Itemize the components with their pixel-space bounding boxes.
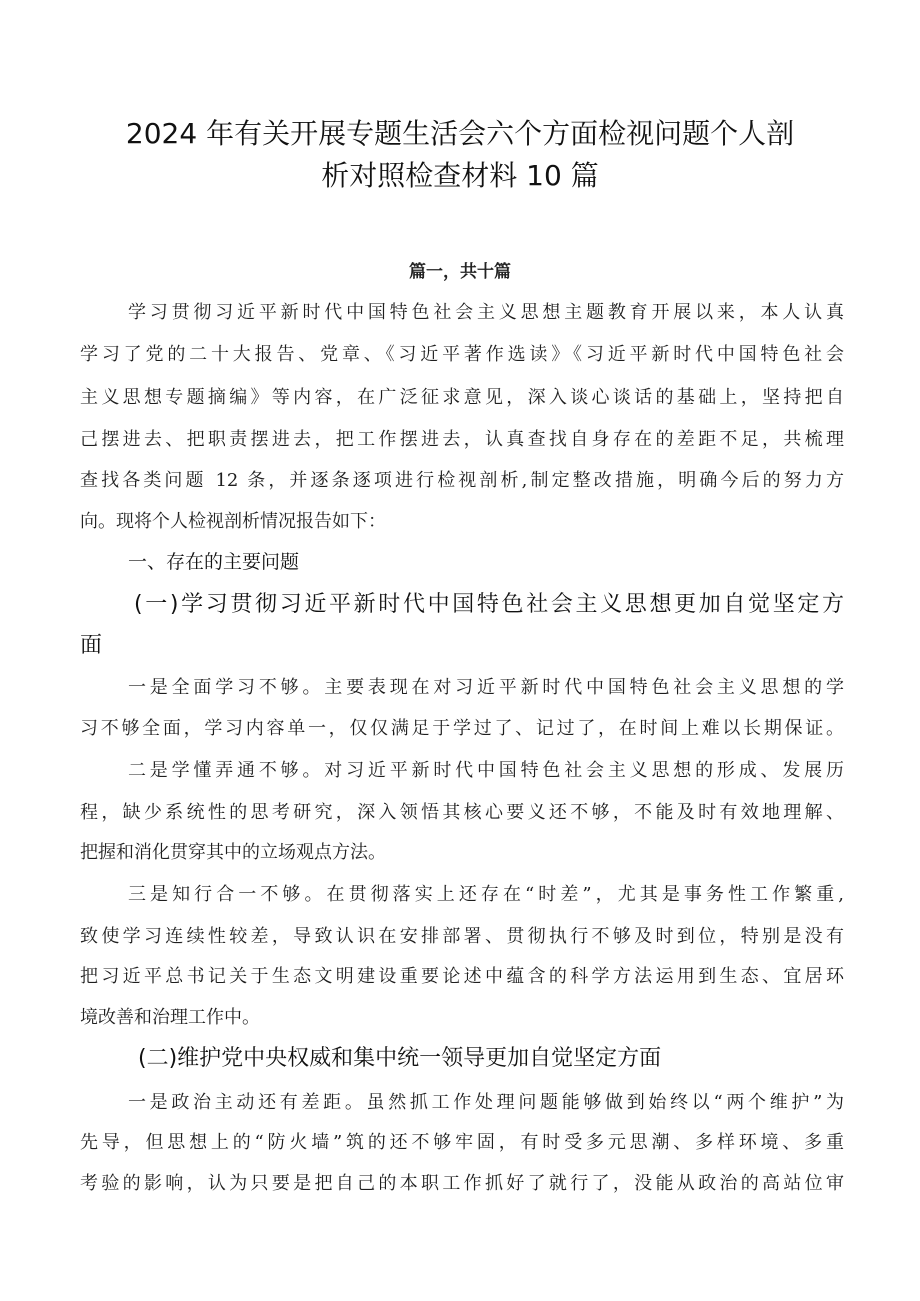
paragraph-line: 先导，但思想上的“防火墙”筑的还不够牢固，有时受多元思潮、多样环境、多重 — [80, 1132, 844, 1153]
document-title-line-1: 2024 年有关开展专题生活会六个方面检视问题个人剖 — [125, 117, 795, 150]
paragraph-line: 三是知行合一不够。在贯彻落实上还存在“时差”，尤其是事务性工作繁重, — [128, 884, 844, 905]
subheading-1-continued: 面 — [80, 633, 103, 658]
section-label: 篇一，共十篇 — [409, 262, 511, 282]
heading-main-problems: 一、存在的主要问题 — [128, 551, 300, 573]
paragraph-line: 境改善和治理工作中。 — [80, 1007, 260, 1028]
paragraph-line: 把习近平总书记关于生态文明建设重要论述中蕴含的科学方法运用到生态、宜居环 — [80, 966, 844, 987]
paragraph-line: 习不够全面，学习内容单一，仅仅满足于学过了、记过了，在时间上难以长期保证。 — [80, 718, 844, 739]
paragraph-line: 一是政治主动还有差距。虽然抓工作处理问题能够做到始终以“两个维护”为 — [128, 1092, 844, 1113]
document-title-line-2: 析对照检查材料 10 篇 — [321, 159, 599, 192]
subheading-2: (二)维护党中央权威和集中统一领导更加自觉坚定方面 — [138, 1046, 662, 1071]
intro-line: 学习了党的二十大报告、党章、《习近平著作选读》《习近平新时代中国特色社会 — [80, 344, 844, 365]
intro-line: 查找各类问题 12 条，并逐条逐项进行检视剖析,制定整改措施，明确今后的努力方 — [80, 470, 844, 491]
intro-line: 向。现将个人检视剖析情况报告如下： — [80, 511, 386, 532]
intro-line: 己摆进去、把职责摆进去，把工作摆进去，认真查找自身存在的差距不足，共梳理 — [80, 429, 844, 450]
paragraph-line: 把握和消化贯穿其中的立场观点方法。 — [80, 842, 386, 863]
paragraph-line: 考验的影响，认为只要是把自己的本职工作抓好了就行了，没能从政治的高站位审 — [80, 1173, 844, 1194]
paragraph-line: 致使学习连续性较差，导致认识在安排部署、贯彻执行不够及时到位，特别是没有 — [80, 926, 844, 947]
intro-line: 主义思想专题摘编》等内容，在广泛征求意见，深入谈心谈话的基础上，坚持把自 — [80, 387, 844, 408]
paragraph-line: 程，缺少系统性的思考研究，深入领悟其核心要义还不够，不能及时有效地理解、 — [80, 802, 844, 823]
subheading-1: (一)学习贯彻习近平新时代中国特色社会主义思想更加自觉坚定方 — [134, 592, 844, 617]
paragraph-line: 一是全面学习不够。主要表现在对习近平新时代中国特色社会主义思想的学 — [128, 677, 844, 698]
paragraph-line: 二是学懂弄通不够。对习近平新时代中国特色社会主义思想的形成、发展历 — [128, 760, 844, 781]
intro-line: 学习贯彻习近平新时代中国特色社会主义思想主题教育开展以来，本人认真 — [128, 302, 844, 323]
